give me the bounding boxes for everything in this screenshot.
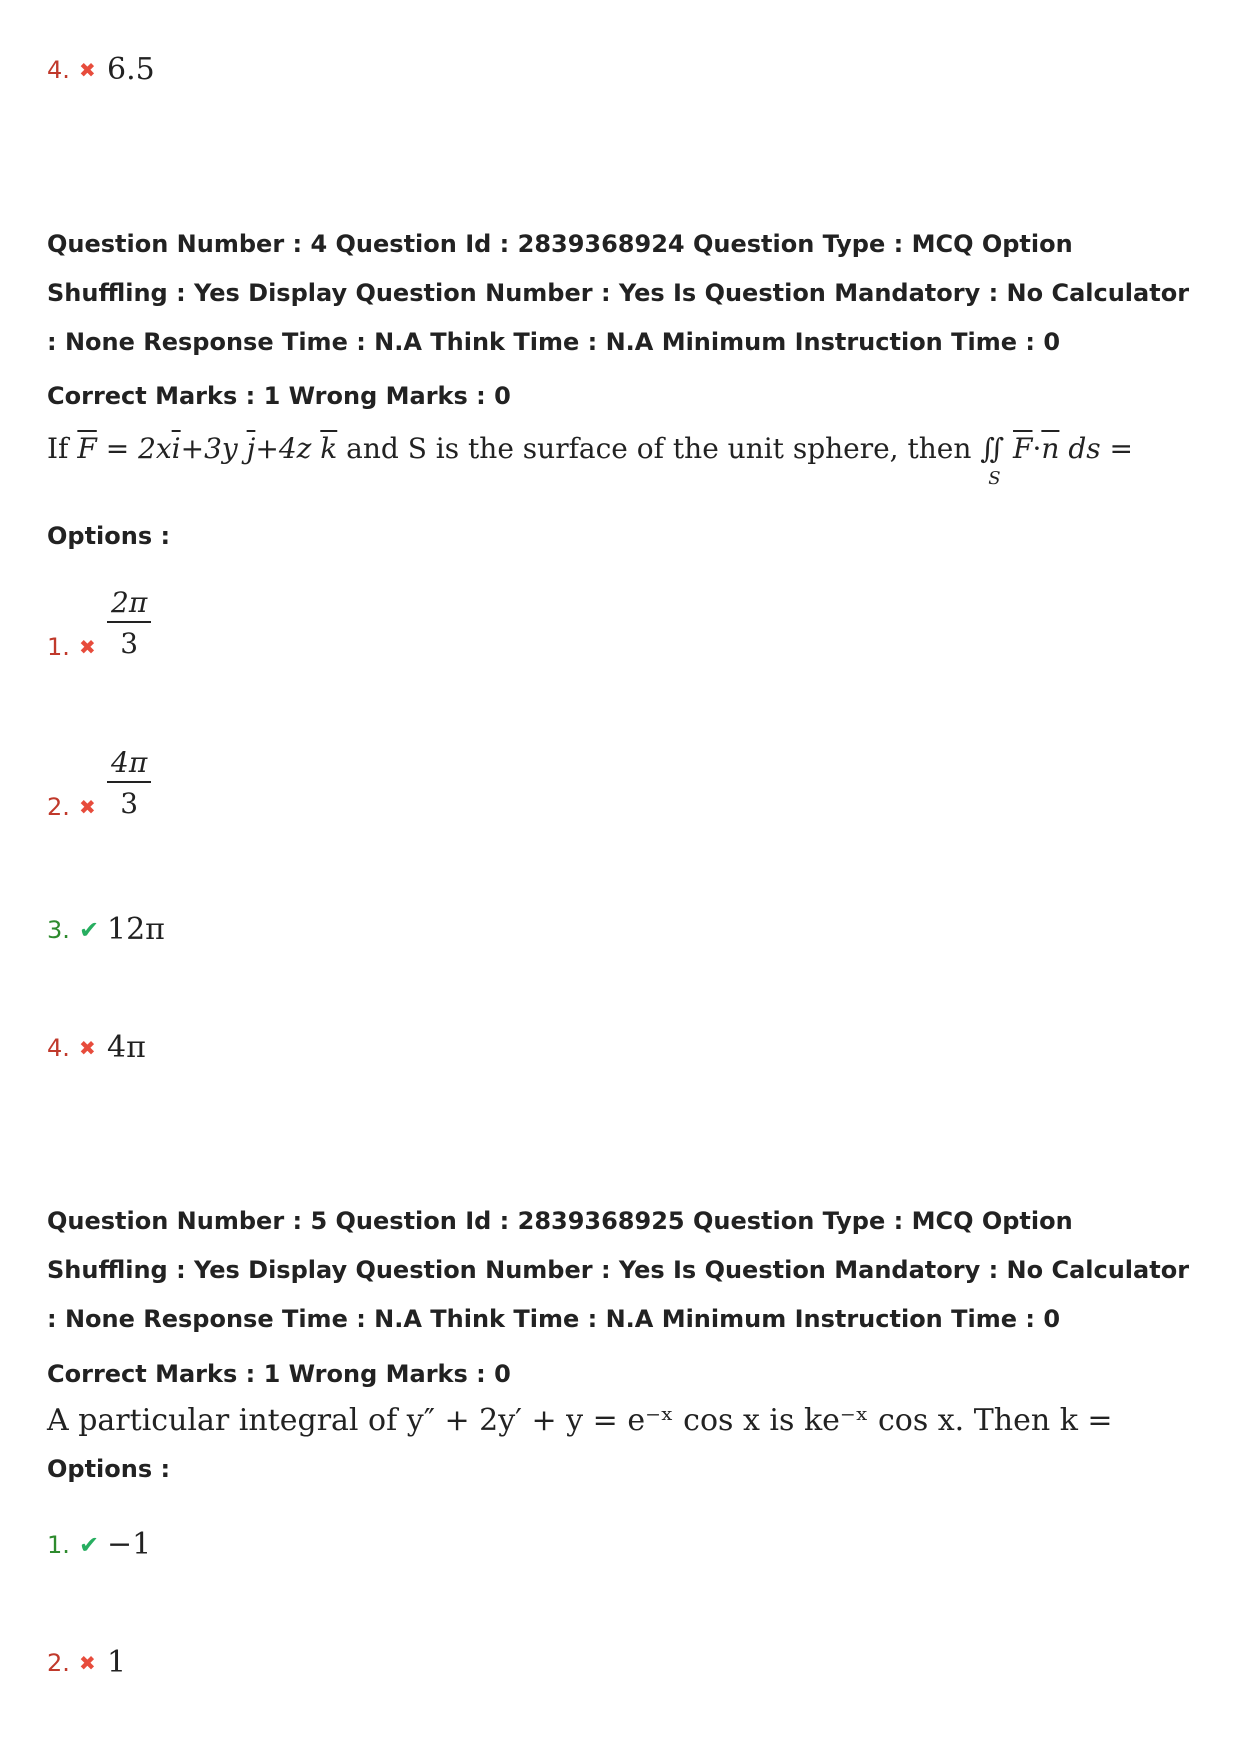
- prev-question-option-4: [47, 52, 155, 87]
- option-value: −1: [107, 1527, 152, 1562]
- q5-question-text: A particular integral of y″ + 2y′ + y = e⁻ˣ cos x is ke⁻ˣ cos x. Then k =: [47, 1403, 1113, 1438]
- q4-options-label: Options :: [47, 522, 171, 550]
- q4-meta: Question Number : 4 Question Id : 2839368924 Question Type : MCQ Option Shuffling : Yes Display Question Number : Yes Is Question Mandatory : No Calculator : None Response Time : N.A Think Time : N.A Minimum Instruction Time : 0: [47, 230, 1190, 356]
- wrong-mark-icon: ✖: [79, 57, 96, 82]
- q4-option-4: [47, 1030, 146, 1065]
- q4-normal-n: $\overline{n}$: [1041, 432, 1060, 465]
- q4-unit-i: $\overline{i}$: [171, 432, 181, 465]
- q5-options-label: Options :: [47, 1455, 171, 1483]
- option-number: 2.: [47, 793, 70, 821]
- option-value: 12π: [107, 912, 165, 947]
- option-value: 1: [107, 1645, 127, 1680]
- q5-marks: Correct Marks : 1 Wrong Marks : 0: [47, 1360, 511, 1388]
- q4-plus1: +: [180, 432, 205, 465]
- q4-vector-f: $\overline{F}$: [77, 432, 97, 465]
- wrong-mark-icon: ✖: [79, 1035, 96, 1060]
- correct-check-icon: ✔: [79, 915, 100, 944]
- fraction-denominator: 3: [120, 627, 139, 660]
- q4-option-3: [47, 912, 165, 947]
- integral-sign: ∬: [980, 432, 1005, 465]
- option-number: 1.: [47, 633, 70, 661]
- q4-term3: 4z: [278, 432, 312, 465]
- option-number: 2.: [47, 1648, 70, 1677]
- q4-term1: 2x: [138, 432, 172, 465]
- q4-term2: 3y: [204, 432, 238, 465]
- option-value: 4π: [107, 1030, 146, 1065]
- correct-check-icon: ✔: [79, 1530, 100, 1559]
- q5-meta: Question Number : 5 Question Id : 2839368925 Question Type : MCQ Option Shuffling : Yes Display Question Number : Yes Is Question Mandatory : No Calculator : None Response Time : N.A Think Time : N.A Minimum Instruction Time : 0: [47, 1207, 1190, 1333]
- option-number: 1.: [47, 1530, 70, 1559]
- q4-plus2: +: [255, 432, 279, 465]
- q4-question-text: [47, 432, 1133, 489]
- wrong-mark-icon: ✖: [79, 1650, 96, 1675]
- q5-option-1: [47, 1527, 151, 1562]
- q4-vector-f2: $\overline{F}$: [1013, 432, 1033, 465]
- fraction-numerator: 2π: [107, 586, 151, 623]
- fraction-denominator: 3: [120, 787, 139, 820]
- q4-unit-k: $\overline{k}$: [320, 432, 338, 465]
- q4-option-2: [47, 745, 151, 821]
- q4-equals: =: [105, 432, 130, 465]
- fraction: [107, 746, 151, 820]
- wrong-mark-icon: ✖: [79, 635, 96, 659]
- option-number: 4.: [47, 1033, 70, 1062]
- q4-unit-j: $\overline{j}$: [246, 432, 256, 465]
- option-number: 4.: [47, 55, 70, 84]
- option-value: 6.5: [107, 52, 155, 87]
- integral-subscript: S: [988, 468, 1001, 489]
- q4-option-1: [47, 585, 151, 661]
- wrong-mark-icon: ✖: [79, 795, 96, 819]
- q5-option-2: [47, 1645, 126, 1680]
- fraction-numerator: 4π: [107, 746, 151, 783]
- fraction: [107, 586, 151, 660]
- double-integral-symbol: [980, 432, 1005, 489]
- q4-dot: ·: [1032, 432, 1042, 465]
- q4-if: If: [47, 432, 69, 465]
- option-number: 3.: [47, 915, 70, 944]
- q4-marks: Correct Marks : 1 Wrong Marks : 0: [47, 382, 511, 410]
- q4-ds: ds =: [1068, 432, 1133, 465]
- q4-mid-text: and S is the surface of the unit sphere, then: [346, 432, 972, 465]
